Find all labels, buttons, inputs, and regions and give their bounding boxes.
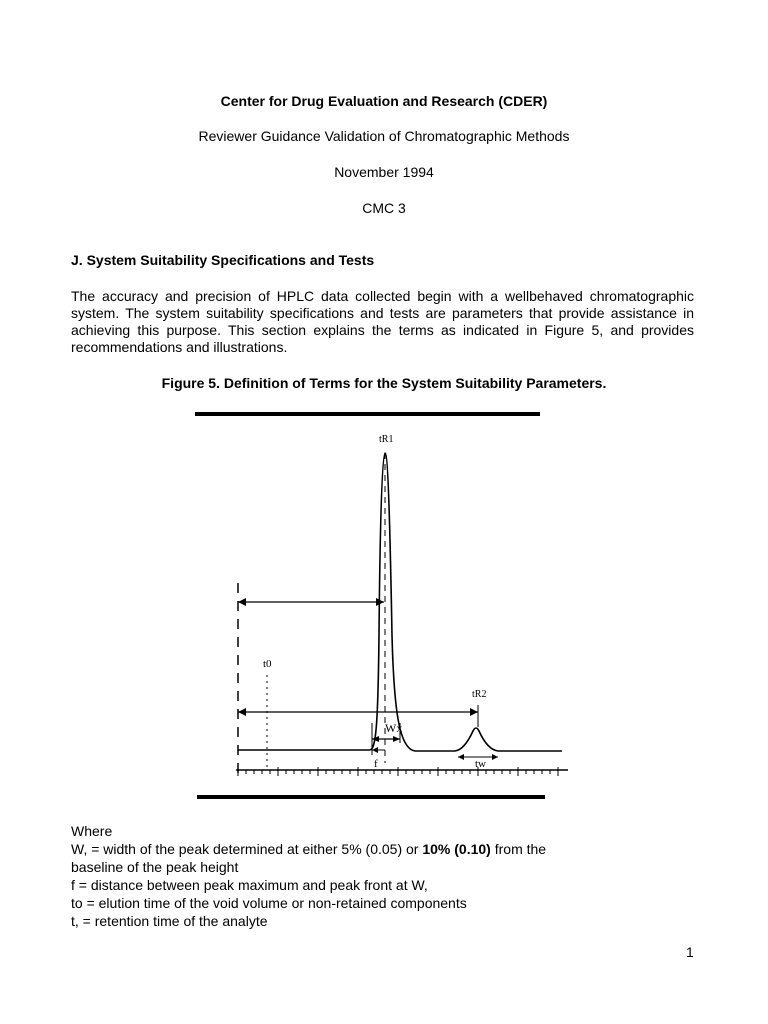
definition-f: f = distance between peak maximum and peak front at W,: [71, 877, 428, 893]
tw-arrow-left-head: [458, 754, 464, 760]
tr2-arrow-right-head: [470, 708, 478, 716]
tr1-arrow-left-head: [238, 598, 246, 606]
section-heading: J. System Suitability Specifications and Tests: [71, 252, 375, 268]
label-t0: t0: [263, 658, 272, 670]
document-title: Center for Drug Evaluation and Research (CDER): [220, 93, 548, 109]
figure-caption: Figure 5. Definition of Terms for the System Suitability Parameters.: [161, 375, 607, 391]
label-f: f: [374, 758, 378, 770]
chromatogram-figure: [190, 405, 580, 805]
chromatogram-svg: [190, 405, 580, 805]
document-date: November 1994: [334, 164, 434, 180]
tr2-arrow-left-head: [238, 708, 246, 716]
label-wx: Wx: [385, 721, 403, 735]
time-axis-ticks: [238, 767, 558, 776]
label-tr1: tR1: [379, 434, 394, 445]
wx-arrow-right-head: [393, 736, 400, 742]
document-code: CMC 3: [362, 200, 406, 216]
section-paragraph: The accuracy and precision of HPLC data collected begin with a wellbehaved chromatographic system. The system suitability specifications and tests are parameters that provide assistance in achieving this purpose. This section explains the terms as indicated in Figure 5, and provides recommendations and illustrations.: [71, 288, 694, 355]
page-number: 1: [686, 944, 694, 960]
label-tw: tw: [475, 758, 486, 770]
tw-arrow-right-head: [492, 754, 498, 760]
definitions-block: [71, 822, 691, 930]
label-tr2: tR2: [472, 689, 487, 700]
definition-t: t, = retention time of the analyte: [71, 913, 268, 929]
definition-w: W, = width of the peak determined at either 5% (0.05) or 10% (0.10) from the: [71, 841, 547, 857]
definition-w-continued: baseline of the peak height: [71, 859, 239, 875]
definition-to: to = elution time of the void volume or non-retained components: [71, 895, 467, 911]
where-label: Where: [71, 823, 113, 839]
document-subtitle: Reviewer Guidance Validation of Chromatographic Methods: [198, 128, 570, 144]
